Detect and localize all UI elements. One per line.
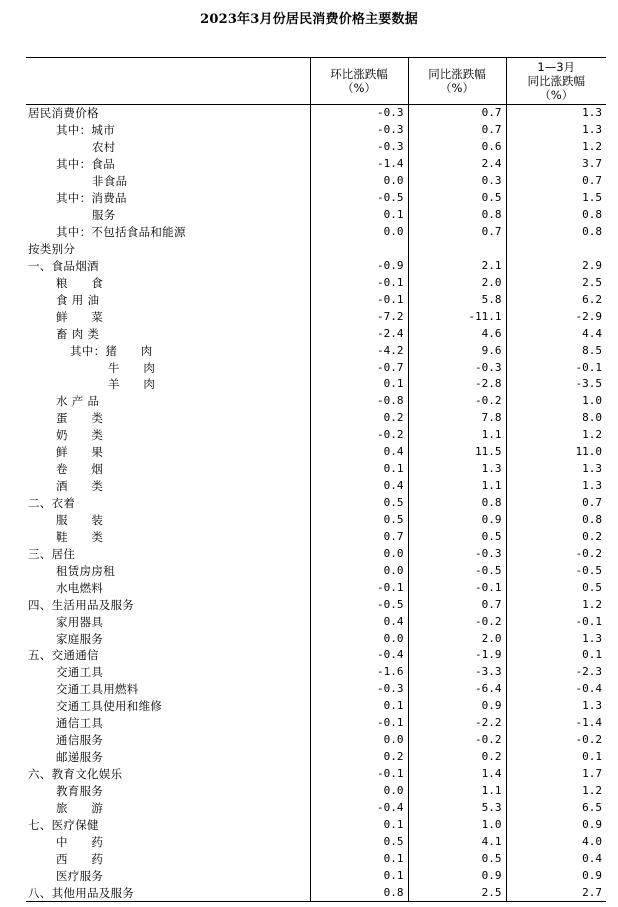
table-row [26, 139, 606, 156]
table-row [26, 156, 606, 173]
row-yoy-value: -0.3 [408, 359, 506, 376]
row-mom-value [310, 241, 408, 258]
table-row [26, 698, 606, 715]
row-ytd-value: 0.1 [506, 647, 606, 664]
row-mom-value: -0.9 [310, 257, 408, 274]
row-mom-value: -0.3 [310, 122, 408, 139]
row-ytd-value: 8.0 [506, 410, 606, 427]
row-yoy-value: -0.2 [408, 613, 506, 630]
table-row [26, 224, 606, 241]
row-mom-value: 0.7 [310, 528, 408, 545]
row-label: 卷 烟 [56, 462, 104, 477]
row-mom-value: 0.5 [310, 833, 408, 850]
row-label: 七、医疗保健 [28, 817, 99, 832]
table-row [26, 562, 606, 579]
row-label: 六、教育文化娱乐 [28, 767, 123, 782]
header-ytd: 1—3月 同比涨跌幅 （%） [506, 58, 606, 105]
row-yoy-value: 11.5 [408, 444, 506, 461]
row-label: 农村 [92, 140, 116, 155]
row-ytd-value [506, 241, 606, 258]
row-yoy-value: 1.0 [408, 816, 506, 833]
table-row [26, 766, 606, 783]
row-yoy-value: 0.8 [408, 207, 506, 224]
row-yoy-value: 0.5 [408, 190, 506, 207]
row-ytd-value: -0.5 [506, 562, 606, 579]
row-label: 交通工具使用和维修 [56, 699, 163, 714]
row-label: 牛 肉 [108, 360, 156, 375]
row-ytd-value: 6.2 [506, 291, 606, 308]
row-ytd-value: 1.2 [506, 783, 606, 800]
row-yoy-value: -6.4 [408, 681, 506, 698]
row-ytd-value: 2.9 [506, 257, 606, 274]
row-mom-value: 0.4 [310, 613, 408, 630]
row-ytd-value: 0.5 [506, 579, 606, 596]
table-row [26, 681, 606, 698]
table-row [26, 207, 606, 224]
row-yoy-value: 1.1 [408, 427, 506, 444]
row-ytd-value: -0.1 [506, 613, 606, 630]
row-mom-value: 0.0 [310, 224, 408, 241]
table-row [26, 410, 606, 427]
table-row [26, 783, 606, 800]
row-mom-value: -0.3 [310, 681, 408, 698]
row-ytd-value: -3.5 [506, 376, 606, 393]
row-label: 食 用 油 [56, 292, 100, 307]
row-label: 奶 类 [56, 428, 104, 443]
row-label: 鲜 果 [56, 445, 104, 460]
row-yoy-value: -0.1 [408, 579, 506, 596]
table-row [26, 630, 606, 647]
table-row [26, 122, 606, 139]
row-ytd-value: -0.1 [506, 359, 606, 376]
table-header-row [26, 58, 606, 105]
row-label: 中 药 [56, 834, 104, 849]
table-row [26, 359, 606, 376]
row-mom-value: 0.1 [310, 850, 408, 867]
row-yoy-value: 1.4 [408, 766, 506, 783]
row-yoy-value: 2.4 [408, 156, 506, 173]
table-row [26, 715, 606, 732]
row-label: 蛋 类 [56, 411, 104, 426]
row-label: 五、交通通信 [28, 648, 99, 663]
row-ytd-value: 4.0 [506, 833, 606, 850]
row-mom-value: 0.8 [310, 884, 408, 901]
row-yoy-value: 7.8 [408, 410, 506, 427]
row-mom-value: 0.5 [310, 495, 408, 512]
row-yoy-value: -2.8 [408, 376, 506, 393]
row-ytd-value: 8.5 [506, 342, 606, 359]
row-yoy-value: 5.8 [408, 291, 506, 308]
table-row [26, 342, 606, 359]
row-label: 其中：城市 [56, 123, 115, 138]
row-yoy-value: 9.6 [408, 342, 506, 359]
row-label: 四、生活用品及服务 [28, 597, 135, 612]
table-row [26, 427, 606, 444]
row-ytd-value: 1.5 [506, 190, 606, 207]
table-row [26, 478, 606, 495]
row-label: 二、衣着 [28, 496, 76, 511]
row-ytd-value: -0.2 [506, 545, 606, 562]
row-yoy-value: 0.7 [408, 105, 506, 122]
row-yoy-value: 0.6 [408, 139, 506, 156]
row-yoy-value: 5.3 [408, 799, 506, 816]
row-ytd-value: 0.2 [506, 528, 606, 545]
row-label: 交通工具用燃料 [56, 682, 139, 697]
row-label: 医疗服务 [56, 868, 104, 883]
row-yoy-value: 1.1 [408, 783, 506, 800]
row-ytd-value: 2.5 [506, 274, 606, 291]
row-yoy-value: -2.2 [408, 715, 506, 732]
table-row [26, 732, 606, 749]
row-ytd-value: -0.2 [506, 732, 606, 749]
row-ytd-value: 0.7 [506, 495, 606, 512]
row-label: 酒 类 [56, 479, 104, 494]
row-mom-value: 0.0 [310, 545, 408, 562]
row-label: 家庭服务 [56, 631, 104, 646]
row-mom-value: 0.1 [310, 207, 408, 224]
table-row [26, 850, 606, 867]
row-ytd-value: 0.8 [506, 207, 606, 224]
row-mom-value: 0.0 [310, 732, 408, 749]
row-mom-value: -0.1 [310, 274, 408, 291]
row-label: 一、食品烟酒 [28, 258, 99, 273]
row-ytd-value: 1.3 [506, 105, 606, 122]
table-row [26, 308, 606, 325]
row-mom-value: -0.5 [310, 190, 408, 207]
table-row [26, 613, 606, 630]
row-mom-value: -0.2 [310, 427, 408, 444]
table-row [26, 749, 606, 766]
row-mom-value: 0.4 [310, 478, 408, 495]
row-ytd-value: 3.7 [506, 156, 606, 173]
row-mom-value: -0.1 [310, 579, 408, 596]
table-row [26, 257, 606, 274]
row-ytd-value: 1.3 [506, 122, 606, 139]
row-yoy-value: 4.6 [408, 325, 506, 342]
table-row [26, 596, 606, 613]
row-ytd-value: -1.4 [506, 715, 606, 732]
table-row [26, 190, 606, 207]
row-ytd-value: -0.4 [506, 681, 606, 698]
row-mom-value: -0.1 [310, 715, 408, 732]
row-yoy-value: 0.9 [408, 867, 506, 884]
row-yoy-value: 2.0 [408, 630, 506, 647]
row-mom-value: 0.1 [310, 461, 408, 478]
row-yoy-value: 1.3 [408, 461, 506, 478]
row-ytd-value: 6.5 [506, 799, 606, 816]
row-yoy-value: 0.2 [408, 749, 506, 766]
table-row [26, 867, 606, 884]
row-label: 鞋 类 [56, 529, 104, 544]
page-title: 2023年3月份居民消费价格主要数据 [200, 12, 418, 27]
row-ytd-value: 1.2 [506, 596, 606, 613]
row-mom-value: 0.1 [310, 376, 408, 393]
row-ytd-value: 0.8 [506, 224, 606, 241]
row-ytd-value: 0.8 [506, 512, 606, 529]
table-row [26, 833, 606, 850]
header-label [26, 58, 310, 105]
row-yoy-value: 2.5 [408, 884, 506, 901]
row-label: 教育服务 [56, 783, 104, 798]
row-yoy-value: -0.3 [408, 545, 506, 562]
row-label: 其中：猪 肉 [70, 343, 153, 358]
row-label: 八、其他用品及服务 [26, 884, 310, 901]
row-mom-value: 0.0 [310, 630, 408, 647]
row-mom-value: -2.4 [310, 325, 408, 342]
row-ytd-value: 4.4 [506, 325, 606, 342]
row-yoy-value: 0.7 [408, 122, 506, 139]
row-label: 通信服务 [56, 733, 104, 748]
table-row [26, 291, 606, 308]
row-yoy-value: 0.8 [408, 495, 506, 512]
table-row [26, 105, 606, 122]
table-row [26, 647, 606, 664]
row-mom-value: 0.2 [310, 410, 408, 427]
row-ytd-value: -2.9 [506, 308, 606, 325]
row-ytd-value: 1.2 [506, 427, 606, 444]
row-label: 交通工具 [56, 665, 104, 680]
row-ytd-value: 0.4 [506, 850, 606, 867]
table-row [26, 799, 606, 816]
row-yoy-value: -0.5 [408, 562, 506, 579]
row-mom-value: -0.1 [310, 291, 408, 308]
row-label: 旅 游 [56, 800, 104, 815]
row-yoy-value: -3.3 [408, 664, 506, 681]
row-mom-value: -0.4 [310, 799, 408, 816]
row-mom-value: -0.8 [310, 393, 408, 410]
row-mom-value: 0.1 [310, 867, 408, 884]
row-label: 其中：食品 [56, 157, 115, 172]
cpi-data-table [26, 57, 606, 902]
table-row [26, 461, 606, 478]
row-label: 其中：消费品 [56, 191, 127, 206]
row-mom-value: -4.2 [310, 342, 408, 359]
row-label: 按类别分 [28, 241, 76, 256]
table-row [26, 274, 606, 291]
row-yoy-value: 0.5 [408, 528, 506, 545]
row-label: 水电燃料 [56, 580, 104, 595]
row-label: 租赁房房租 [56, 563, 115, 578]
row-label: 粮 食 [56, 275, 104, 290]
row-label: 非食品 [92, 174, 128, 189]
row-mom-value: -0.3 [310, 105, 408, 122]
row-yoy-value: 2.1 [408, 257, 506, 274]
row-ytd-value: 1.7 [506, 766, 606, 783]
row-yoy-value: 0.3 [408, 173, 506, 190]
table-row [26, 545, 606, 562]
row-yoy-value: 0.7 [408, 224, 506, 241]
row-mom-value: 0.4 [310, 444, 408, 461]
row-label: 三、居住 [28, 546, 76, 561]
row-ytd-value: 1.2 [506, 139, 606, 156]
row-ytd-value: 1.3 [506, 461, 606, 478]
header-yoy: 同比涨跌幅 （%） [408, 58, 506, 105]
row-label: 水 产 品 [56, 394, 100, 409]
row-yoy-value: 0.5 [408, 850, 506, 867]
row-ytd-value: -2.3 [506, 664, 606, 681]
row-label: 服 装 [56, 512, 104, 527]
table-row [26, 393, 606, 410]
table-row [26, 579, 606, 596]
row-label: 其中：不包括食品和能源 [56, 225, 186, 240]
table-row [26, 512, 606, 529]
row-mom-value: -0.1 [310, 766, 408, 783]
table-row [26, 816, 606, 833]
row-mom-value: 0.0 [310, 783, 408, 800]
row-yoy-value: 2.0 [408, 274, 506, 291]
row-yoy-value: 0.7 [408, 596, 506, 613]
row-label: 家用器具 [56, 614, 104, 629]
row-ytd-value: 0.9 [506, 867, 606, 884]
table-row [26, 325, 606, 342]
row-mom-value: -0.7 [310, 359, 408, 376]
row-ytd-value: 1.3 [506, 630, 606, 647]
table-row [26, 664, 606, 681]
row-label: 通信工具 [56, 716, 104, 731]
row-yoy-value: 4.1 [408, 833, 506, 850]
row-ytd-value: 0.7 [506, 173, 606, 190]
row-label: 畜 肉 类 [56, 326, 100, 341]
row-mom-value: 0.1 [310, 698, 408, 715]
row-ytd-value: 11.0 [506, 444, 606, 461]
row-ytd-value: 1.3 [506, 698, 606, 715]
row-label: 鲜 菜 [56, 309, 104, 324]
row-label: 羊 肉 [108, 377, 156, 392]
table-row [26, 376, 606, 393]
row-ytd-value: 2.7 [506, 884, 606, 901]
row-mom-value: 0.5 [310, 512, 408, 529]
row-mom-value: -1.6 [310, 664, 408, 681]
row-ytd-value: 0.9 [506, 816, 606, 833]
row-mom-value: -0.5 [310, 596, 408, 613]
table-row [26, 884, 606, 901]
row-ytd-value: 1.3 [506, 478, 606, 495]
row-mom-value: -7.2 [310, 308, 408, 325]
row-mom-value: 0.0 [310, 173, 408, 190]
row-yoy-value: -0.2 [408, 393, 506, 410]
row-yoy-value: -0.2 [408, 732, 506, 749]
row-yoy-value [408, 241, 506, 258]
table-row [26, 173, 606, 190]
row-yoy-value: 0.9 [408, 512, 506, 529]
row-yoy-value: -1.9 [408, 647, 506, 664]
row-label: 服务 [92, 208, 116, 223]
table-row [26, 528, 606, 545]
table-row [26, 495, 606, 512]
row-yoy-value: 1.1 [408, 478, 506, 495]
table-row [26, 444, 606, 461]
row-label: 西 药 [56, 851, 104, 866]
table-body [26, 105, 606, 902]
header-mom: 环比涨跌幅 （%） [310, 58, 408, 105]
table-row [26, 241, 606, 258]
row-ytd-value: 0.1 [506, 749, 606, 766]
row-mom-value: -0.4 [310, 647, 408, 664]
row-yoy-value: 0.9 [408, 698, 506, 715]
row-ytd-value: 1.0 [506, 393, 606, 410]
row-mom-value: 0.2 [310, 749, 408, 766]
row-yoy-value: -11.1 [408, 308, 506, 325]
row-label: 邮递服务 [56, 750, 104, 765]
row-mom-value: 0.0 [310, 562, 408, 579]
row-mom-value: 0.1 [310, 816, 408, 833]
row-mom-value: -0.3 [310, 139, 408, 156]
row-label: 居民消费价格 [28, 106, 99, 121]
row-mom-value: -1.4 [310, 156, 408, 173]
